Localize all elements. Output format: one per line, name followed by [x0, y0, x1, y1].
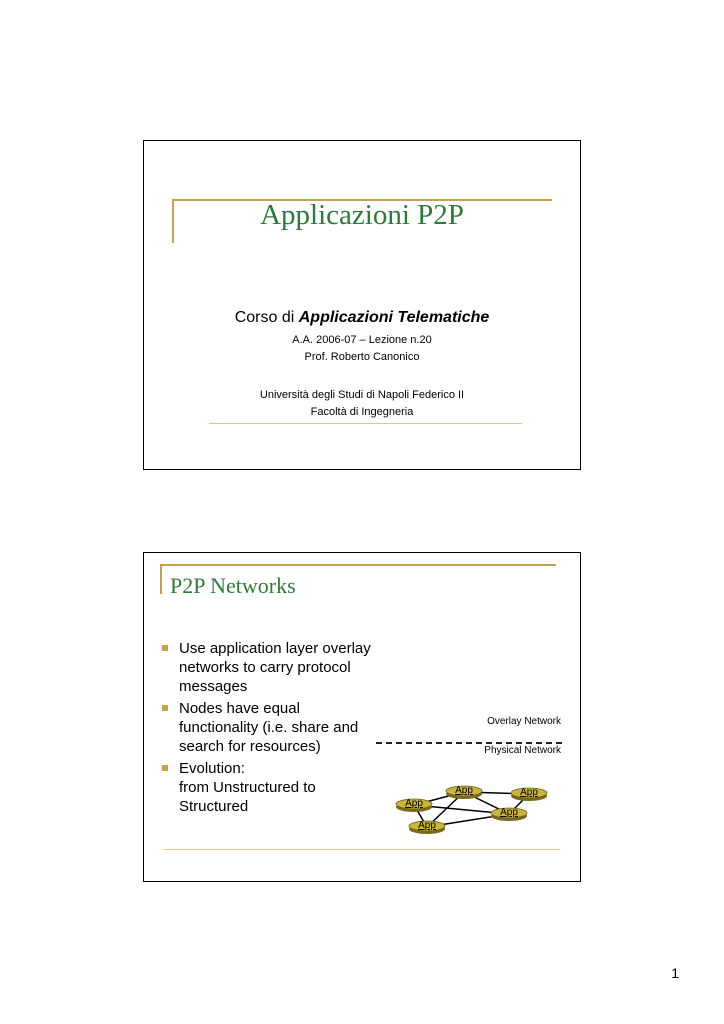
course-name: Applicazioni Telematiche	[298, 309, 490, 326]
app-node-label: App	[500, 807, 518, 818]
app-node	[511, 787, 547, 801]
title-rule-top	[160, 564, 556, 566]
course-prefix: Corso di	[234, 309, 299, 326]
bullet-item: Evolution: from Unstructured to Structured	[162, 759, 397, 816]
app-node-label: App	[418, 820, 436, 831]
bullet-list	[162, 639, 397, 819]
overlay-network-label: Overlay Network	[487, 716, 561, 727]
university: Università degli Studi di Napoli Federico II	[259, 389, 465, 401]
app-node	[396, 798, 432, 812]
app-node-label: App	[520, 787, 538, 798]
year-lesson: A.A. 2006-07 – Lezione n.20	[292, 334, 432, 346]
app-node-label: App	[405, 798, 423, 809]
app-node-label: App	[455, 785, 473, 796]
title-rule-left	[160, 564, 162, 594]
course-line	[144, 309, 580, 327]
slide2-title: P2P Networks	[170, 573, 296, 598]
bullet-item: Nodes have equal functionality (i.e. share and search for resources)	[162, 699, 397, 756]
professor: Prof. Roberto Canonico	[304, 351, 420, 363]
page-number: 1	[671, 965, 679, 981]
bullet-square-icon	[162, 765, 168, 771]
slide-title	[143, 140, 581, 470]
app-node	[446, 785, 482, 799]
bullet-item: Use application layer overlay networks to carry protocol messages	[162, 639, 397, 696]
slide-p2p-networks	[143, 552, 581, 882]
bullet-square-icon	[162, 705, 168, 711]
footer-rule	[164, 849, 560, 850]
physical-network-label: Physical Network	[484, 745, 561, 756]
app-node	[409, 820, 445, 834]
bullet-square-icon	[162, 645, 168, 651]
app-node	[491, 807, 527, 821]
p2p-network-diagram	[389, 778, 569, 843]
network-divider	[376, 742, 562, 744]
faculty: Facoltà di Ingegneria	[310, 406, 414, 418]
footer-rule	[209, 423, 522, 424]
slide1-title: Applicazioni P2P	[260, 199, 464, 231]
